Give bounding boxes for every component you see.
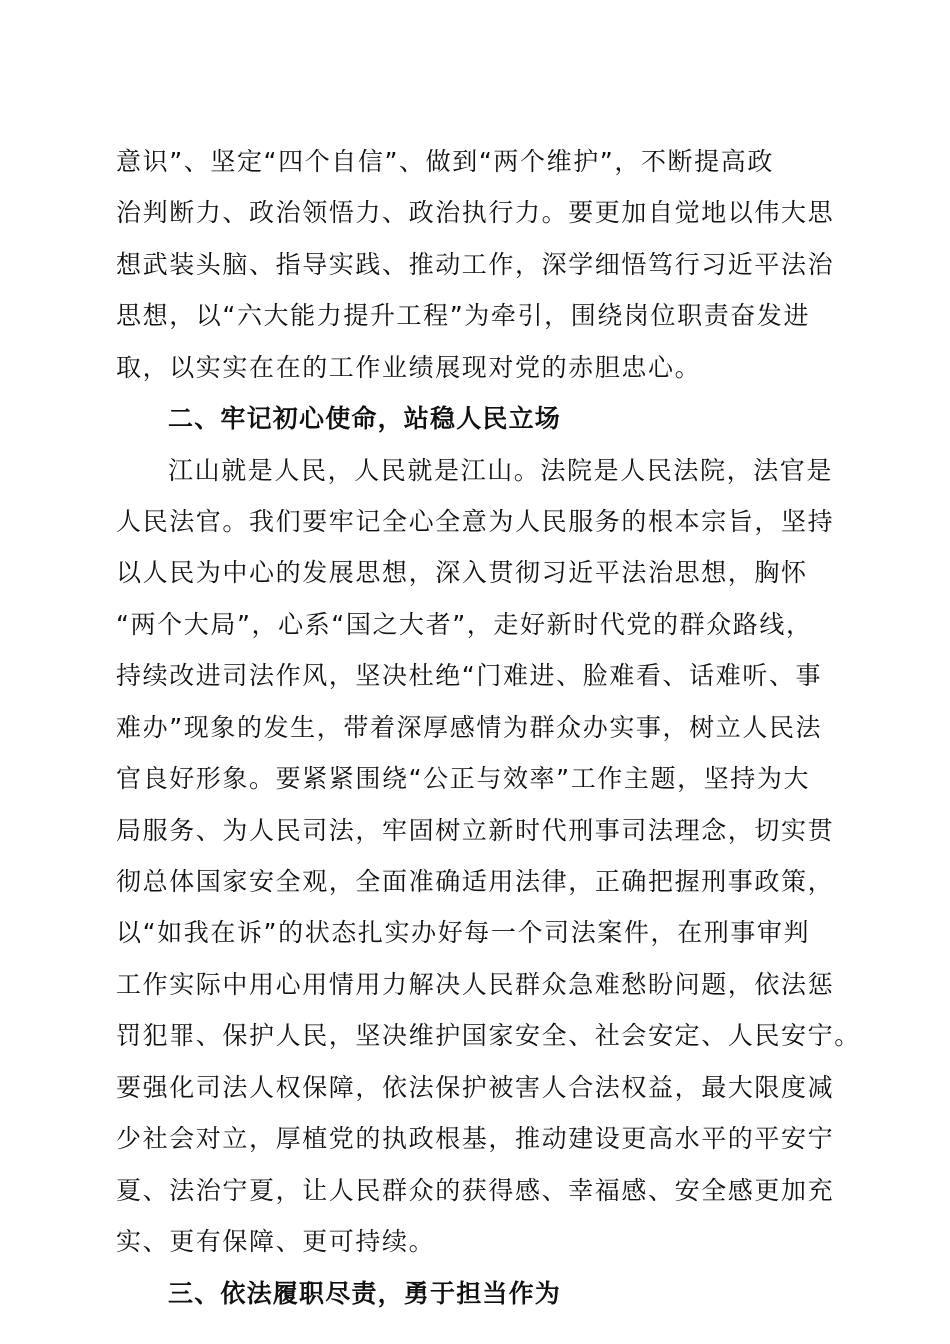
paragraph-line: 持续改进司法作风，坚决杜绝“门难进、脸难看、话难听、事 <box>116 661 823 690</box>
paragraph-line: 治判断力、政治领悟力、政治执行力。要更加自觉地以伟大思 <box>116 198 835 227</box>
paragraph-line: 取，以实实在在的工作业绩展现对党的赤胆忠心。 <box>116 353 702 382</box>
paragraph-line: 彻总体国家安全观，全面准确适用法律，正确把握刑事政策， <box>116 867 835 896</box>
paragraph-line: 难办”现象的发生，带着深厚感情为群众办实事，树立人民法 <box>116 713 823 742</box>
paragraph-line: 意识”、坚定“四个自信”、做到“两个维护”，不断提高政 <box>116 147 774 176</box>
paragraph-line: 以“如我在诉”的状态扎实办好每一个司法案件，在刑事审判 <box>116 918 811 947</box>
paragraph-line: 要强化司法人权保障，依法保护被害人合法权益，最大限度减 <box>116 1073 835 1102</box>
paragraph-line: 以人民为中心的发展思想，深入贯彻习近平法治思想，胸怀 <box>116 558 808 587</box>
paragraph-line: 想武装头脑、指导实践、推动工作，深学细悟笃行习近平法治 <box>116 250 835 279</box>
paragraph-line: 江山就是人民，人民就是江山。法院是人民法院，法官是 <box>168 456 834 485</box>
paragraph-line: 实、更有保障、更可持续。 <box>116 1227 436 1256</box>
paragraph-line: 局服务、为人民司法，牢固树立新时代刑事司法理念，切实贯 <box>116 816 835 845</box>
paragraph-line: 工作实际中用心用情用力解决人民群众急难愁盼问题，依法惩 <box>116 970 835 999</box>
paragraph-line: 人民法官。我们要牢记全心全意为人民服务的根本宗旨，坚持 <box>116 507 835 536</box>
section-heading-3: 三、依法履职尽责，勇于担当作为 <box>168 1279 562 1308</box>
paragraph-line: 少社会对立，厚植党的执政根基，推动建设更高水平的平安宁 <box>116 1124 835 1153</box>
paragraph-line: “两个大局”，心系“国之大者”，走好新时代党的群众路线， <box>116 610 813 639</box>
paragraph-line: 思想，以“六大能力提升工程”为牵引，围绕岗位职责奋发进 <box>116 301 811 330</box>
paragraph-line: 官良好形象。要紧紧围绕“公正与效率”工作主题，坚持为大 <box>116 764 811 793</box>
paragraph-line: 罚犯罪、保护人民，坚决维护国家安全、社会安定、人民安宁。 <box>116 1021 861 1050</box>
section-heading-2: 二、牢记初心使命，站稳人民立场 <box>168 404 562 433</box>
paragraph-line: 夏、法治宁夏，让人民群众的获得感、幸福感、安全感更加充 <box>116 1176 835 1205</box>
